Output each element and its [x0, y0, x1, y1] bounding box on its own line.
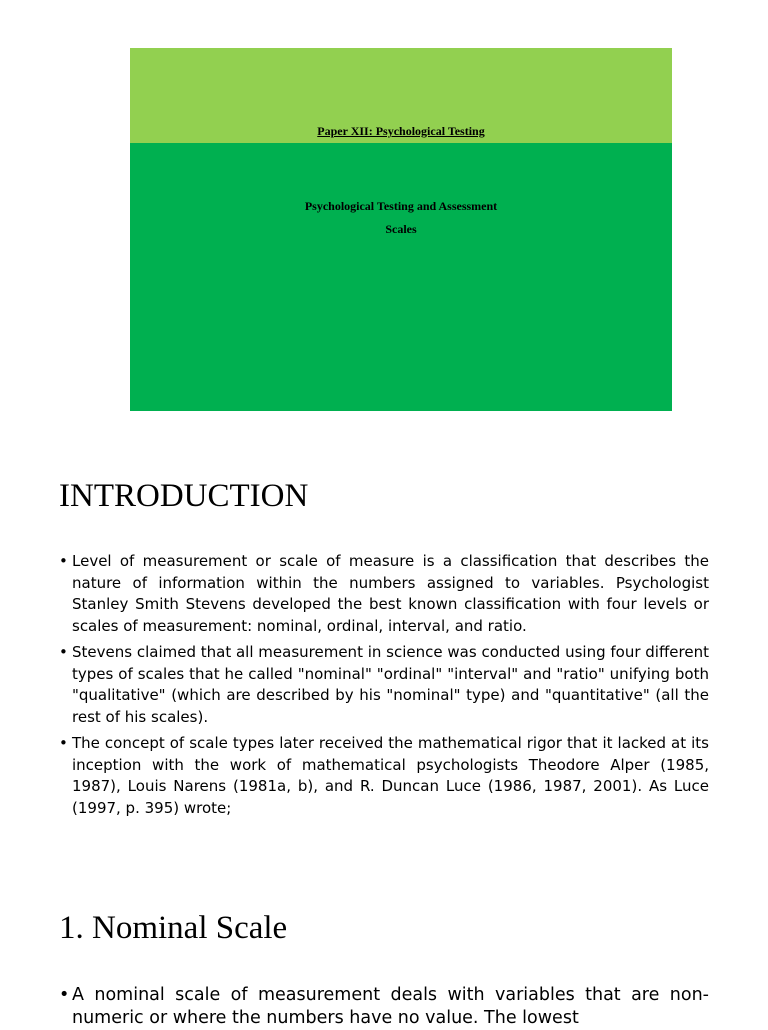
introduction-bullet: [59, 642, 709, 728]
introduction-bullet: [59, 551, 709, 637]
introduction-heading: INTRODUCTION: [59, 478, 309, 514]
bullet-icon: •: [59, 985, 70, 1005]
subtitle-line-2: Scales: [385, 222, 417, 236]
nominal-scale-bullet: [59, 984, 709, 1030]
slide-subtitle: [130, 195, 672, 241]
bullet-text: Level of measurement or scale of measure is a classification that describes the nature of information within the numbers assigned to variables. Psychologist Stanley Smith Stevens developed the best known classification with four levels or scales of measurement: nominal, ordinal, interval, and ratio.: [72, 552, 709, 635]
title-band-bottom: [130, 143, 672, 411]
paper-title: Paper XII: Psychological Testing: [317, 124, 485, 138]
bullet-text: The concept of scale types later received the mathematical rigor that it lacked at its inception with the work of mathematical psychologists Theodore Alper (1985, 1987), Louis Narens (1981a, b), and R. Duncan Luce (1986, 1987, 2001). As Luce (1997, p. 395) wrote;: [72, 734, 709, 817]
subtitle-line-1: Psychological Testing and Assessment: [304, 199, 498, 213]
bullet-text: A nominal scale of measurement deals with variables that are non-numeric or where the numbers have no value. The lowest: [72, 985, 709, 1028]
bullet-text: Stevens claimed that all measurement in science was conducted using four different types of scales that he called "nominal" "ordinal" "interval" and "ratio" unifying both "qualitative" (which are described by his "nominal" type) and "quantitative" (all the rest of his scales).: [72, 643, 709, 726]
nominal-scale-heading: 1. Nominal Scale: [59, 910, 288, 946]
bullet-icon: •: [59, 552, 68, 570]
title-slide: [130, 48, 672, 411]
bullet-icon: •: [59, 734, 68, 752]
introduction-bullet: [59, 733, 709, 819]
bullet-icon: •: [59, 643, 68, 661]
nominal-scale-bullet-list: [59, 984, 709, 1030]
introduction-bullet-list: [59, 551, 709, 824]
